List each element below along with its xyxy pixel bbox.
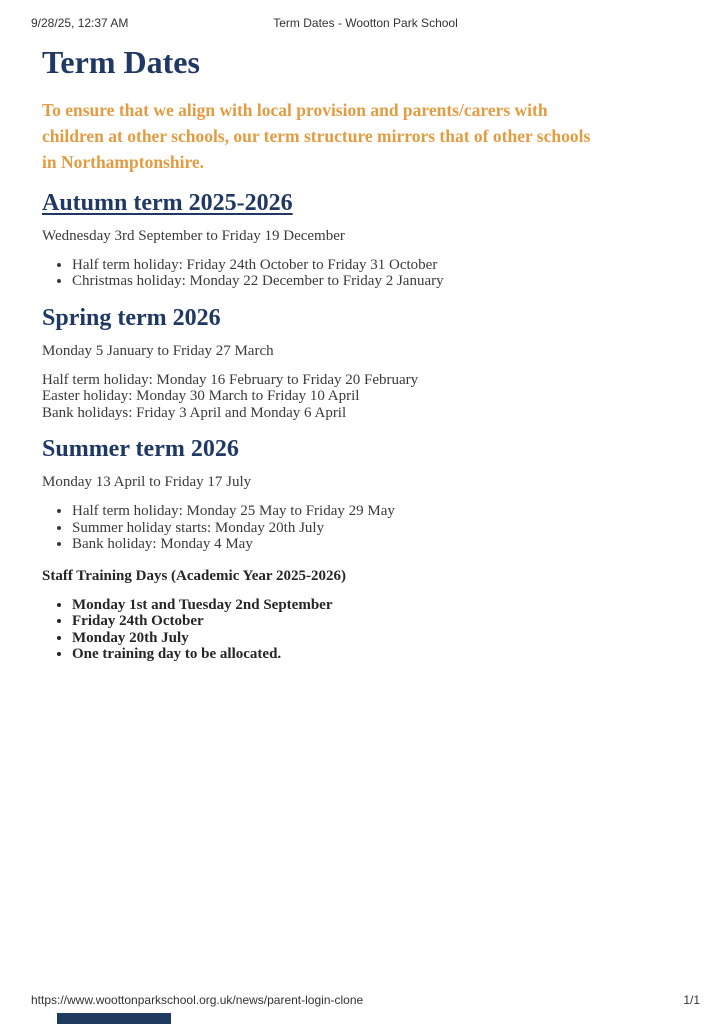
spring-term-range: Monday 5 January to Friday 27 March xyxy=(42,342,274,359)
list-item: • Half term holiday: Friday 24th October to Friday 31 October xyxy=(72,257,684,274)
print-footer xyxy=(31,993,700,1007)
list-item: • Half term holiday: Monday 25 May to Friday 29 May xyxy=(72,503,684,520)
list-item: • Bank holiday: Monday 4 May xyxy=(72,536,684,553)
holiday-line: Easter holiday: Monday 30 March to Friday 10 April xyxy=(42,388,360,405)
summer-holiday-list xyxy=(42,503,684,553)
list-item: • Friday 24th October xyxy=(72,613,684,630)
holiday-line: Half term holiday: Monday 16 February to Friday 20 February xyxy=(42,371,419,388)
holiday-line: Bank holidays: Friday 3 April and Monday 6 April xyxy=(42,404,347,421)
print-header-title: Term Dates - Wootton Park School xyxy=(273,16,458,30)
list-item: • Christmas holiday: Monday 22 December to Friday 2 January xyxy=(72,273,684,290)
page-title: Term Dates xyxy=(42,44,200,80)
list-item: • Monday 1st and Tuesday 2nd September xyxy=(72,597,684,614)
list-item: • One training day to be allocated. xyxy=(72,646,684,663)
intro-paragraph: To ensure that we align with local provision and parents/carers with children at other schools, our term structure mirrors that of other schools in Northamptonshire. xyxy=(42,99,591,172)
footer-url: https://www.woottonparkschool.org.uk/news/parent-login-clone xyxy=(31,993,364,1007)
print-header xyxy=(31,16,700,30)
section-heading-summer: Summer term 2026 xyxy=(42,436,239,463)
staff-training-list xyxy=(42,597,684,663)
staff-training-heading: Staff Training Days (Academic Year 2025-2026) xyxy=(42,567,346,584)
section-heading-autumn: Autumn term 2025-2026 xyxy=(42,189,293,216)
bottom-navy-bar xyxy=(57,1013,171,1024)
page-indicator: 1/1 xyxy=(683,993,700,1007)
print-header-datetime: 9/28/25, 12:37 AM xyxy=(31,16,129,30)
section-heading-spring: Spring term 2026 xyxy=(42,304,221,331)
document-content xyxy=(42,44,684,663)
autumn-term-range: Wednesday 3rd September to Friday 19 December xyxy=(42,227,345,244)
list-item: • Summer holiday starts: Monday 20th July xyxy=(72,520,684,537)
summer-term-range: Monday 13 April to Friday 17 July xyxy=(42,474,252,491)
spring-holiday-lines xyxy=(42,372,684,422)
list-item: • Monday 20th July xyxy=(72,630,684,647)
autumn-holiday-list xyxy=(42,257,684,290)
